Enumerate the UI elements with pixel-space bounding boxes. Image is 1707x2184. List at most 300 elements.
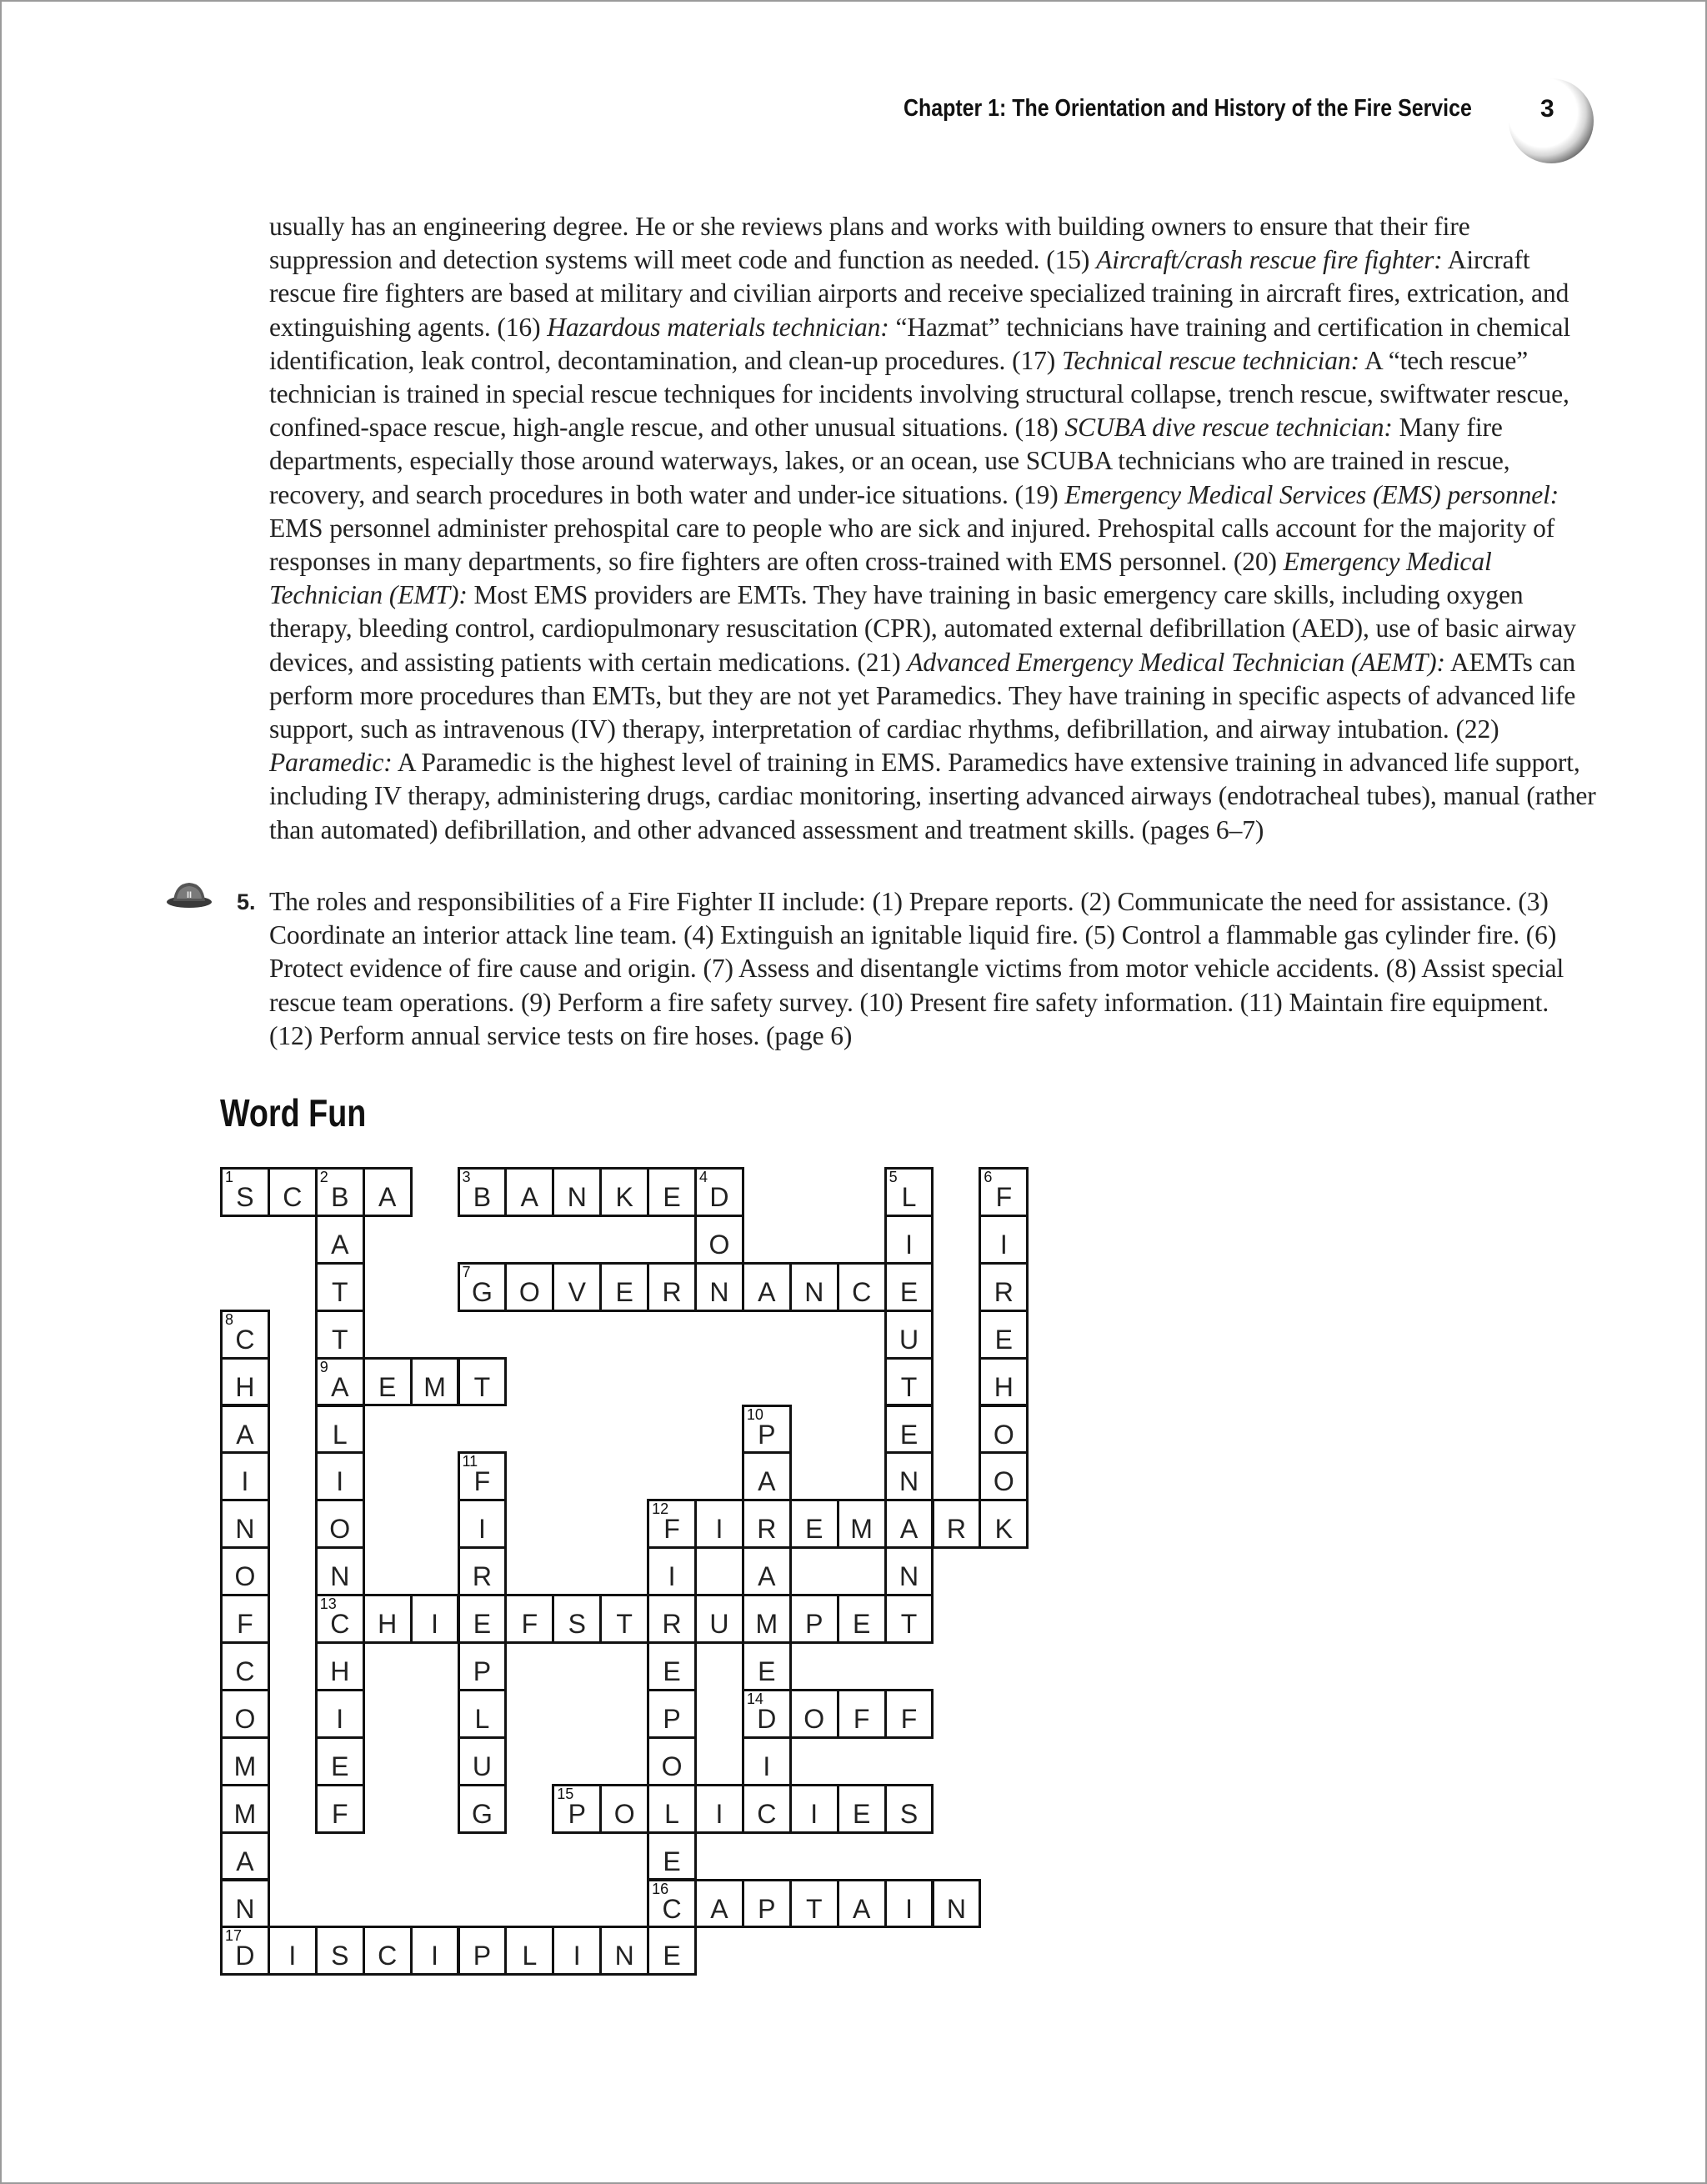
clue-number: 9 [319,1358,328,1375]
crossword-letter: R [757,1514,777,1545]
clue-number: 3 [462,1169,471,1185]
crossword-cell [694,1594,744,1644]
crossword-letter: F [853,1703,870,1734]
crossword-letter: I [431,1609,438,1640]
term-label: Technical rescue technician: [1061,345,1359,375]
crossword-cell [789,1689,839,1739]
crossword-cell [599,1167,649,1217]
crossword-cell [363,1594,413,1644]
crossword-letter: P [758,1893,776,1924]
crossword-cell [789,1784,839,1834]
crossword-cell [837,1594,887,1644]
crossword-cell [694,1215,744,1265]
crossword-cell [315,1405,365,1455]
crossword-letter: E [852,1609,871,1640]
crossword-cell [220,1546,270,1596]
crossword-cell [884,1357,934,1407]
clue-number: 8 [225,1310,234,1328]
crossword-letter: I [905,1893,913,1924]
crossword-cell [315,1736,365,1786]
crossword-letter: M [755,1609,778,1640]
crossword-cell [789,1594,839,1644]
clue-number: 14 [746,1690,763,1707]
crossword-letter: P [805,1609,823,1640]
crossword-letter: T [900,1371,918,1402]
crossword-cell [220,1831,270,1881]
crossword-letter: N [614,1941,634,1971]
crossword-cell [932,1879,982,1929]
crossword-cell [268,1926,318,1976]
crossword-cell [220,1926,270,1976]
crossword-cell [458,1784,508,1834]
helmet-label: II [186,890,193,900]
crossword-letter: T [331,1324,348,1355]
crossword-cell [837,1784,887,1834]
clue-number: 10 [746,1405,763,1423]
crossword-cell [315,1310,365,1360]
crossword-cell [220,1641,270,1691]
crossword-letter: F [995,1182,1013,1212]
page-number: 3 [1540,95,1554,123]
crossword-letter: U [709,1609,729,1640]
clue-number: 4 [699,1169,708,1185]
crossword-cell [979,1405,1029,1455]
crossword-letter: E [852,1798,871,1829]
crossword-cell [220,1310,270,1360]
body-text: Most EMS providers are EMTs. They have training in basic emergency care skills, including oxygen therapy, bleeding control, cardiopulmonary resuscitation (CPR), automated external defibrillation (AED), use of basic airway devices, and assisting patients with certain medications. (21) [269,580,1576,677]
crossword-cell [458,1926,508,1976]
crossword-cell [410,1357,460,1407]
crossword-cell [742,1451,792,1501]
crossword-letter: P [568,1798,586,1829]
body-text: A Paramedic is the highest level of training in EMS. Paramedics have extensive training in advanced life support, including IV therapy, administering drugs, cardiac monitoring, inserting advanced airways (endotracheal tubes), manual (rather than automated) defibrillation, and other advanced assessment and treatment skills. (pages 6–7) [269,748,1596,844]
crossword-cell [742,1546,792,1596]
crossword-cell [599,1262,649,1312]
crossword-letter: N [235,1514,255,1545]
crossword-letter: S [899,1798,919,1829]
crossword-letter: N [567,1182,587,1212]
crossword-cell [220,1167,270,1217]
crossword-cell [647,1641,697,1691]
crossword-letter: E [994,1324,1013,1355]
crossword-cell [647,1926,697,1976]
body-text: A “tech rescue” technician is trained in special rescue techniques for incidents involving structural collapse, trench rescue, swiftwater rescue, confined-space rescue, high-angle rescue, and other unusual situations. (18) [269,345,1569,443]
crossword-cell [504,1926,554,1976]
crossword-letter: I [715,1798,723,1829]
crossword-letter: P [758,1419,776,1450]
crossword-cell [979,1451,1029,1501]
crossword-letter: D [757,1703,777,1734]
crossword-cell [552,1594,602,1644]
crossword-letter: H [330,1656,350,1686]
crossword-letter: O [234,1703,256,1734]
crossword-letter: U [472,1751,492,1781]
crossword-cell [504,1262,554,1312]
chapter-header: Chapter 1: The Orientation and History of the Fire Service [904,95,1472,122]
crossword-cell [742,1736,792,1786]
crossword-letter: N [804,1276,824,1307]
crossword-cell [932,1499,982,1549]
crossword-letter: I [999,1229,1008,1260]
crossword-letter: L [474,1703,490,1734]
crossword-letter: A [378,1182,397,1212]
crossword-letter: K [994,1514,1013,1545]
term-label: Paramedic: [269,748,393,778]
crossword-letter: A [331,1371,349,1402]
crossword-cell [979,1499,1029,1549]
crossword-cell [315,1641,365,1691]
crossword-letter: N [946,1893,966,1924]
crossword-cell [458,1594,508,1644]
term-label: Emergency Medical Technician (EMT): [269,547,1492,610]
term-label: Hazardous materials technician: [547,312,889,342]
crossword-cell [742,1594,792,1644]
crossword-letter: C [330,1609,350,1640]
crossword-cell [458,1689,508,1739]
crossword-letter: C [378,1941,398,1971]
crossword-cell [315,1594,365,1644]
crossword-cell [504,1594,554,1644]
crossword-cell [315,1451,365,1501]
crossword-cell [410,1926,460,1976]
crossword-cell [552,1262,602,1312]
crossword-cell [884,1784,934,1834]
crossword-letter: I [336,1703,344,1734]
answer-4-continued [269,210,1598,847]
crossword-letter: I [241,1466,249,1497]
crossword-letter: R [994,1276,1014,1307]
clue-number: 17 [225,1927,243,1945]
crossword-letter: A [758,1466,776,1497]
clue-number: 11 [462,1453,478,1470]
crossword-cell [979,1262,1029,1312]
crossword-letter: F [663,1514,680,1545]
crossword-cell [647,1262,697,1312]
crossword-cell [694,1879,744,1929]
body-text: Aircraft rescue fire fighters are based at military and civilian airports and receive specialized training in aircraft fires, extrication, and extinguishing agents. (16) [269,245,1569,342]
crossword-letter: M [850,1514,873,1545]
term-label: Emergency Medical Services (EMS) personnel: [1064,479,1559,509]
crossword-cell [458,1499,508,1549]
crossword-cell [742,1689,792,1739]
answer-5-text: The roles and responsibilities of a Fire Fighter II include: (1) Prepare reports. (2) Communicate the need for assistance. (3) Coordinate an interior attack line team. (4) Extinguish an ignitable liquid fire. (5) Control a flammable gas cylinder fire. (6) Protect evidence of fire cause and origin. (7) Assess and disentangle victims from motor vehicle accidents. (8) Assist special rescue team operations. (9) Perform a fire safety survey. (10) Present fire safety information. (11) Maintain fire equipment. (12) Perform annual service tests on fire hoses. (page 6) [269,887,1564,1050]
crossword-cell [742,1405,792,1455]
crossword-letter: O [708,1229,730,1260]
crossword-cell [363,1167,413,1217]
crossword-letter: I [668,1561,676,1592]
crossword-letter: C [235,1656,255,1686]
crossword-letter: E [663,1656,681,1686]
crossword-letter: E [331,1751,349,1781]
crossword-cell [552,1784,602,1834]
crossword-letter: E [378,1371,397,1402]
crossword-cell [647,1594,697,1644]
crossword-cell [363,1357,413,1407]
crossword-letter: R [662,1276,682,1307]
crossword-letter: H [994,1371,1014,1402]
crossword-letter: T [805,1893,823,1924]
crossword-letter: A [758,1276,776,1307]
crossword-letter: T [473,1371,491,1402]
crossword-letter: P [663,1703,681,1734]
crossword-cell [647,1167,697,1217]
crossword-letter: F [900,1703,918,1734]
crossword-letter: M [423,1371,446,1402]
crossword-letter: D [235,1941,255,1971]
crossword-cell [694,1167,744,1217]
crossword-cell [363,1926,413,1976]
crossword-cell [694,1499,744,1549]
crossword-letter: B [473,1182,492,1212]
crossword-letter: C [852,1276,872,1307]
crossword-cell [884,1451,934,1501]
crossword-cell [884,1215,934,1265]
crossword-letter: O [329,1514,351,1545]
crossword-letter: G [472,1798,493,1829]
crossword-cell [647,1546,697,1596]
crossword-letter: N [330,1561,350,1592]
crossword-letter: E [473,1609,492,1640]
crossword-cell [837,1879,887,1929]
crossword-cell [647,1689,697,1739]
body-text: EMS personnel administer prehospital care to people who are sick and injured. Prehospital calls account for the majority of responses in many departments, so fire fighters are often cross-trained with EMS personnel. (20) [269,513,1555,577]
crossword-letter: E [805,1514,823,1545]
crossword-cell [694,1784,744,1834]
crossword-cell [979,1357,1029,1407]
crossword-letter: R [662,1609,682,1640]
crossword-cell [884,1405,934,1455]
crossword-letter: I [763,1751,771,1781]
crossword-letter: L [522,1941,538,1971]
crossword-cell [694,1262,744,1312]
crossword-letter: M [233,1798,257,1829]
crossword-cell [315,1926,365,1976]
crossword-letter: I [810,1798,818,1829]
crossword-cell [315,1167,365,1217]
crossword-letter: G [472,1276,493,1307]
crossword-letter: I [288,1941,297,1971]
crossword-letter: L [664,1798,679,1829]
crossword-cell [220,1499,270,1549]
crossword-letter: E [663,1941,681,1971]
crossword-cell [979,1215,1029,1265]
crossword-letter: B [331,1182,349,1212]
crossword-cell [315,1784,365,1834]
crossword-cell [315,1499,365,1549]
crossword-letter: A [331,1229,349,1260]
crossword-letter: E [899,1276,919,1307]
clue-number: 12 [652,1500,669,1518]
crossword-letter: O [234,1561,256,1592]
crossword-cell [552,1167,602,1217]
crossword-letter: F [473,1466,491,1497]
term-label: SCUBA dive rescue technician: [1064,413,1393,443]
crossword-letter: F [521,1609,538,1640]
crossword-letter: R [946,1514,966,1545]
crossword-cell [458,1546,508,1596]
crossword-letter: D [709,1182,729,1212]
crossword-letter: R [472,1561,492,1592]
body-text: “Hazmat” technicians have training and certification in chemical identification, leak control, decontamination, and clean-up procedures. (17) [269,312,1571,375]
term-label: Aircraft/crash rescue fire fighter: [1096,245,1443,275]
crossword-letter: T [900,1609,918,1640]
crossword-letter: I [715,1514,723,1545]
crossword-cell [647,1736,697,1786]
crossword-letter: U [899,1324,919,1355]
crossword-letter: T [331,1276,348,1307]
crossword-cell [837,1499,887,1549]
crossword-cell [884,1262,934,1312]
crossword-letter: C [235,1324,255,1355]
crossword-cell [410,1594,460,1644]
crossword-letter: N [899,1561,919,1592]
crossword-cell [647,1831,697,1881]
crossword-cell [742,1784,792,1834]
crossword-cell [220,1594,270,1644]
clue-number: 13 [319,1595,337,1613]
crossword-cell [458,1451,508,1501]
crossword-letter: N [235,1893,255,1924]
crossword-cell [315,1357,365,1407]
crossword-cell [789,1499,839,1549]
crossword-letter: E [663,1182,681,1212]
crossword-cell [742,1262,792,1312]
crossword-cell [220,1689,270,1739]
crossword-letter: A [899,1514,919,1545]
crossword-letter: I [431,1941,438,1971]
crossword-letter: O [993,1466,1014,1497]
crossword-cell [599,1926,649,1976]
crossword-cell [789,1879,839,1929]
crossword-cell [315,1215,365,1265]
crossword-letter: N [899,1466,919,1497]
crossword-letter: A [236,1846,254,1876]
crossword-letter: O [661,1751,683,1781]
crossword-cell [884,1594,934,1644]
crossword-letter: S [236,1182,254,1212]
crossword-letter: I [336,1466,344,1497]
crossword-letter: I [573,1941,581,1971]
crossword-cell [458,1262,508,1312]
crossword-letter: P [473,1941,492,1971]
crossword-letter: O [993,1419,1014,1450]
crossword-cell [315,1262,365,1312]
crossword-letter: V [568,1276,586,1307]
crossword-letter: I [905,1229,913,1260]
crossword-cell [837,1262,887,1312]
answer-5-number: 5. [237,889,256,914]
crossword-cell [789,1262,839,1312]
crossword-letter: P [473,1656,492,1686]
crossword-cell [884,1310,934,1360]
crossword-letter: F [237,1609,253,1640]
crossword-cell [504,1167,554,1217]
crossword-cell [884,1167,934,1217]
clue-number: 6 [984,1169,993,1185]
crossword-cell [979,1167,1029,1217]
crossword-cell [552,1926,602,1976]
term-label: Advanced Emergency Medical Technician (AEMT): [907,647,1445,677]
crossword-cell [315,1689,365,1739]
crossword-letter: A [710,1893,728,1924]
crossword-letter: H [235,1371,255,1402]
clue-number: 1 [225,1169,234,1185]
body-text: usually has an engineering degree. He or she reviews plans and works with building owners to ensure that their fire suppression and detection systems will meet code and function as needed. (15) [269,212,1470,275]
crossword-letter: S [568,1609,586,1640]
crossword-letter: E [899,1419,919,1450]
crossword-letter: O [613,1798,635,1829]
crossword-cell [458,1641,508,1691]
crossword-letter: T [616,1609,633,1640]
crossword-letter: E [663,1846,681,1876]
fire-helmet-icon [165,880,213,910]
clue-number: 5 [889,1169,898,1185]
crossword-cell [884,1546,934,1596]
crossword-letter: O [803,1703,825,1734]
crossword-letter: C [662,1893,682,1924]
crossword-cell [220,1736,270,1786]
body-text: Many fire departments, especially those around waterways, lakes, or an ocean, use SCUBA technicians who are trained in rescue, recovery, and search procedures in both water and under-ice situations. (19) [269,413,1510,509]
crossword-cell [315,1546,365,1596]
crossword-letter: C [283,1182,303,1212]
crossword-letter: C [757,1798,777,1829]
crossword-cell [837,1689,887,1739]
crossword-letter: N [709,1276,729,1307]
crossword-letter: A [236,1419,254,1450]
crossword-letter: E [758,1656,776,1686]
crossword-letter: A [520,1182,538,1212]
crossword-letter: H [378,1609,398,1640]
crossword-letter: A [758,1561,776,1592]
crossword-cell [647,1879,697,1929]
crossword-cell [647,1784,697,1834]
crossword-cell [220,1879,270,1929]
crossword-letter: M [233,1751,257,1781]
clue-number: 15 [557,1785,574,1802]
crossword-cell [220,1784,270,1834]
crossword-cell [268,1167,318,1217]
crossword-cell [742,1499,792,1549]
crossword-letter: S [331,1941,349,1971]
clue-number: 16 [652,1880,669,1897]
crossword-letter: L [332,1419,348,1450]
crossword-cell [458,1167,508,1217]
crossword-letter: O [518,1276,540,1307]
clue-number: 7 [462,1263,471,1280]
crossword-cell [884,1499,934,1549]
crossword-cell [458,1357,508,1407]
crossword-letter: I [478,1514,486,1545]
crossword-cell [220,1451,270,1501]
crossword-cell [220,1357,270,1407]
crossword-cell [884,1879,934,1929]
crossword-letter: E [615,1276,633,1307]
crossword-letter: F [331,1798,348,1829]
crossword-cell [458,1736,508,1786]
crossword-cell [979,1310,1029,1360]
crossword-cell [742,1879,792,1929]
crossword-cell [647,1499,697,1549]
crossword-cell [599,1594,649,1644]
clue-number: 2 [319,1169,328,1185]
body-text: AEMTs can perform more procedures than EMTs, but they are not yet Paramedics. They have training in specific aspects of advanced life support, such as intravenous (IV) therapy, interpretation of cardiac rhythms, defibrillation, and airway intubation. (22) [269,647,1576,744]
crossword-cell [742,1641,792,1691]
crossword-cell [599,1784,649,1834]
crossword-grid [220,1167,1027,1971]
crossword-letter: A [852,1893,871,1924]
crossword-letter: L [901,1182,917,1212]
crossword-cell [220,1405,270,1455]
